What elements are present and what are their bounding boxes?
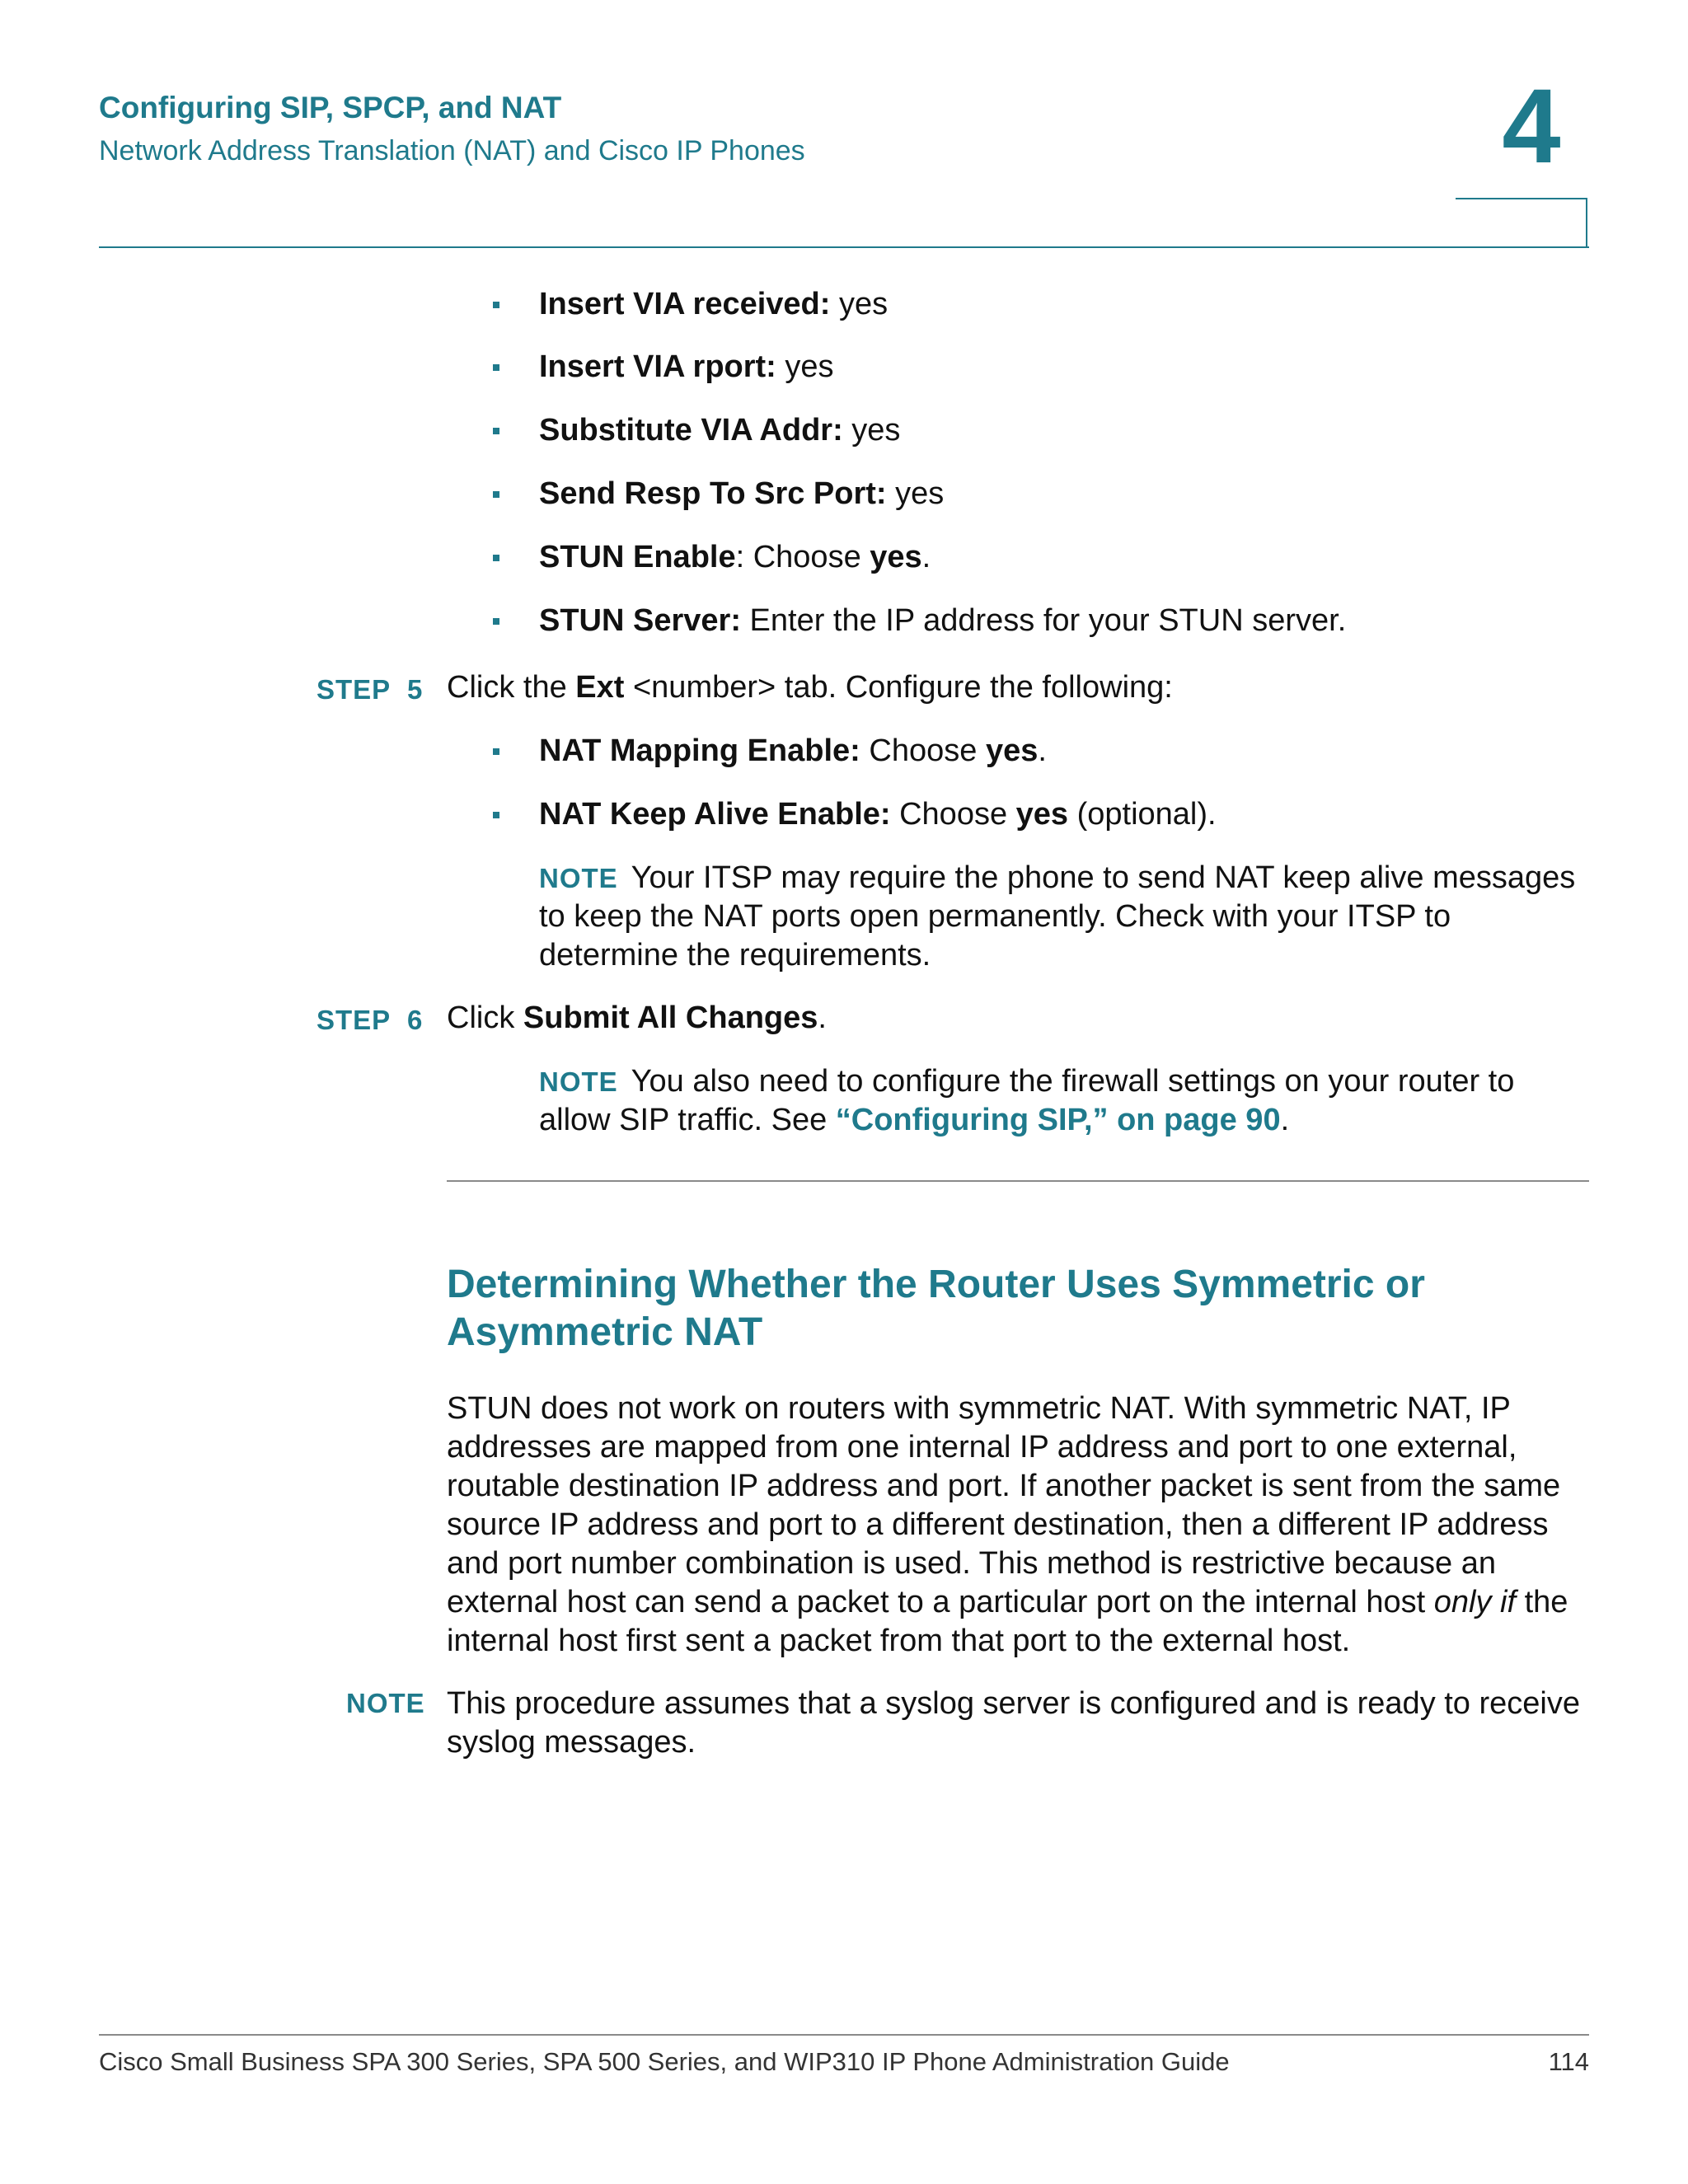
step-5-text xyxy=(447,670,1173,705)
note-label: NOTE xyxy=(346,1688,425,1718)
configuring-sip-link[interactable]: “Configuring SIP,” on page 90 xyxy=(835,1103,1281,1137)
bullet-marker xyxy=(493,555,499,561)
bullet-value: yes xyxy=(842,413,901,448)
bullet-marker xyxy=(493,748,499,755)
note-firewall xyxy=(539,1062,1594,1140)
bullet-tail: . xyxy=(921,540,931,574)
step-text-post: . xyxy=(818,1001,827,1035)
note-text-tail: . xyxy=(1280,1103,1290,1137)
footer-guide-title: Cisco Small Business SPA 300 Series, SPA 500 Series, and WIP310 IP Phone Administration Guide xyxy=(99,2047,1230,2076)
bullet-label: NAT Mapping Enable: xyxy=(539,733,860,768)
bullet-marker xyxy=(493,491,499,498)
note-label: NOTE xyxy=(539,863,618,893)
bullet-value: : Choose xyxy=(735,540,870,574)
bullet-marker xyxy=(493,812,499,818)
step-6-text xyxy=(447,1001,827,1036)
bullet-tail: . xyxy=(1038,733,1047,768)
chapter-number: 4 xyxy=(1502,68,1561,185)
bullet-bold-value: yes xyxy=(870,540,922,574)
note-text: You also need to configure the firewall settings on your router to allow SIP traffic. See xyxy=(539,1064,1515,1137)
bullet-marker xyxy=(493,364,499,371)
section-subtitle: Network Address Translation (NAT) and Cisco IP Phones xyxy=(99,135,805,166)
bullet-marker xyxy=(493,428,499,434)
paragraph-emphasis: only if xyxy=(1433,1585,1517,1619)
bullet-tail: (optional). xyxy=(1068,797,1217,832)
step-text-post: <number> tab. Configure the following: xyxy=(624,670,1173,705)
bullet-bold-value: yes xyxy=(1015,797,1069,832)
step-text-bold: Ext xyxy=(575,670,625,705)
bullet-label: Insert VIA rport: xyxy=(539,349,776,384)
bullet-value: Choose xyxy=(860,733,986,768)
bullet-value: yes xyxy=(776,349,834,384)
step-text-pre: Click the xyxy=(447,670,576,705)
bullet-label: Substitute VIA Addr: xyxy=(539,413,843,448)
note-keep-alive xyxy=(539,859,1594,975)
bullet-value: Enter the IP address for your STUN server. xyxy=(740,603,1347,638)
bullet-value: Choose xyxy=(890,797,1016,832)
section-heading: Determining Whether the Router Uses Symmetric or Asymmetric NAT xyxy=(447,1263,1425,1354)
bullet-label: STUN Enable xyxy=(539,540,736,574)
step-text-bold: Submit All Changes xyxy=(523,1001,818,1035)
footer-divider xyxy=(99,2034,1589,2036)
bullet-label: NAT Keep Alive Enable: xyxy=(539,797,891,832)
step-number: 6 xyxy=(407,1005,423,1035)
body-paragraph xyxy=(447,1390,1592,1661)
step-label: STEP xyxy=(316,1005,392,1035)
note-syslog-text: This procedure assumes that a syslog server is configured and is ready to receive syslog messages. xyxy=(447,1686,1580,1760)
step-number: 5 xyxy=(407,674,423,705)
note-label: NOTE xyxy=(539,1066,618,1097)
chapter-title: Configuring SIP, SPCP, and NAT xyxy=(99,91,562,124)
page-number: 114 xyxy=(1548,2047,1589,2076)
section-divider xyxy=(447,1180,1589,1182)
paragraph-text: STUN does not work on routers with symmetric NAT. With symmetric NAT, IP addresses are mapped from one internal IP address and port to one external, routable destination IP address and port. If another packet is sent from the same source IP address and port to a different destination, then a different IP address and port number combination is used. This method is restrictive because an external host can send a packet to a particular port on the internal host xyxy=(447,1391,1561,1619)
bullet-value: yes xyxy=(886,476,945,511)
paragraph-text-tail: the internal host first sent a packet from that port to the external host. xyxy=(447,1585,1568,1658)
note-text: Your ITSP may require the phone to send NAT keep alive messages to keep the NAT ports open permanently. Check with your ITSP to determine the requirements. xyxy=(539,860,1576,972)
bullet-label: STUN Server: xyxy=(539,603,741,638)
bullet-label: Send Resp To Src Port: xyxy=(539,476,887,511)
bullet-marker xyxy=(493,618,499,625)
bullet-marker xyxy=(493,302,499,308)
header-divider xyxy=(99,246,1589,248)
bullet-bold-value: yes xyxy=(985,733,1039,768)
step-text-pre: Click xyxy=(447,1001,523,1035)
bullet-label: Insert VIA received: xyxy=(539,287,831,321)
step-label: STEP xyxy=(316,674,392,705)
chapter-tab-box xyxy=(1456,198,1587,247)
bullet-value: yes xyxy=(830,287,889,321)
